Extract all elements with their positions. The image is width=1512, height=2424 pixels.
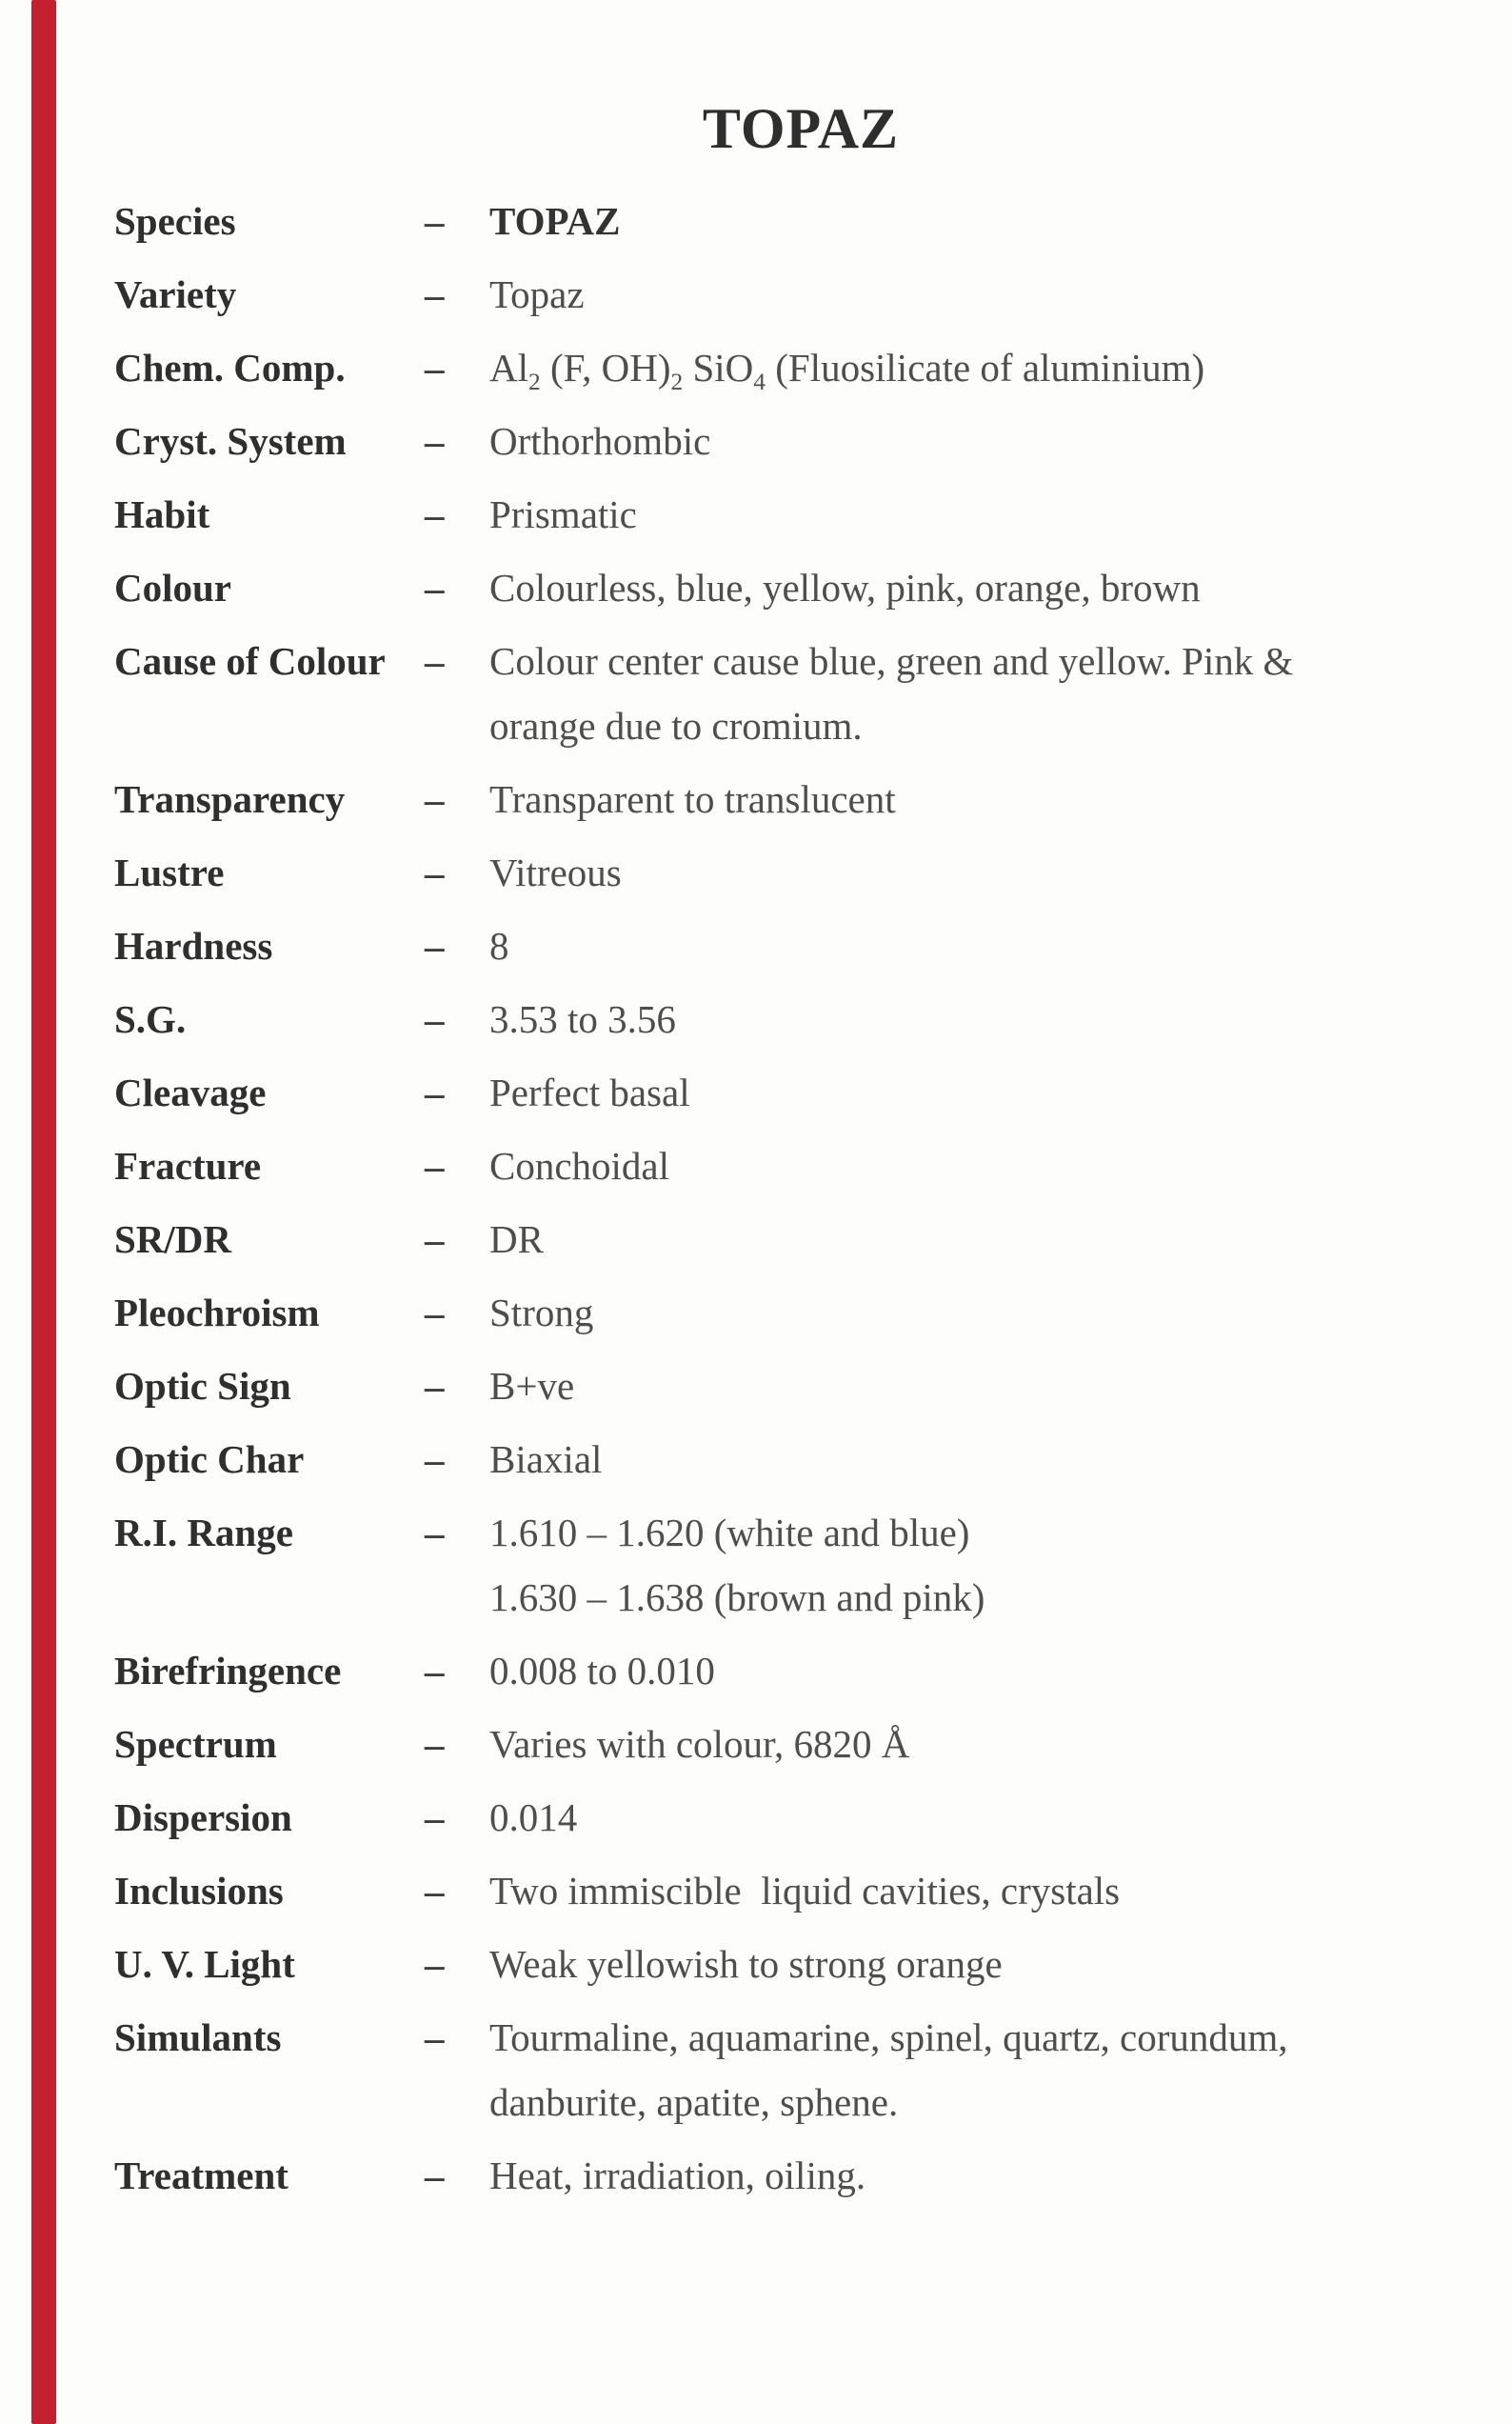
property-value (489, 1435, 1476, 1483)
value-line-1: Colour center cause blue, green and yellow. Pink & (489, 639, 1294, 683)
property-row (114, 491, 1476, 564)
property-row (114, 1435, 1476, 1509)
dash-separator: – (425, 1364, 445, 1408)
value-line-1: B+ve (489, 1364, 575, 1408)
property-row (114, 775, 1476, 849)
property-label: Fracture (114, 1144, 262, 1188)
property-label: Cleavage (114, 1071, 267, 1114)
property-row (114, 1867, 1476, 1940)
property-label: Transparency (114, 777, 346, 821)
value-line-1: Varies with colour, 6820 Å (489, 1722, 910, 1766)
formula-text: Al (489, 346, 528, 390)
value-line-1: Conchoidal (489, 1144, 670, 1188)
value-line-1: 0.014 (489, 1795, 578, 1839)
value-line-1: Vitreous (489, 851, 622, 894)
value-line-1: 0.008 to 0.010 (489, 1649, 715, 1693)
value-line-1: Weak yellowish to strong orange (489, 1942, 1003, 1986)
red-binding-stripe (31, 0, 56, 2424)
property-value (489, 1362, 1476, 1410)
value-line-1: 8 (489, 924, 509, 968)
dash-separator: – (425, 199, 445, 243)
dash-separator: – (425, 2015, 445, 2059)
value-line-1: 3.53 to 3.56 (489, 997, 676, 1041)
property-value (489, 1647, 1476, 1694)
formula-text: (Fluosilicate of aluminium) (765, 346, 1205, 390)
property-row (114, 995, 1476, 1069)
property-row (114, 2013, 1476, 2152)
value-line-1: Heat, irradiation, oiling. (489, 2154, 866, 2197)
dash-separator: – (425, 1869, 445, 1913)
dash-separator: – (425, 419, 445, 463)
property-label: Variety (114, 272, 237, 316)
property-value (489, 1720, 1476, 1768)
property-row (114, 922, 1476, 995)
property-label: Treatment (114, 2154, 288, 2197)
property-row (114, 1720, 1476, 1793)
property-label: Hardness (114, 924, 273, 968)
property-row (114, 1289, 1476, 1362)
value-line-1: Transparent to translucent (489, 777, 896, 821)
property-row (114, 1509, 1476, 1647)
property-value (489, 1142, 1476, 1190)
dash-separator: – (425, 1291, 445, 1334)
property-value (489, 1289, 1476, 1336)
property-value (489, 491, 1476, 538)
property-label: Lustre (114, 851, 225, 894)
dash-separator: – (425, 1722, 445, 1766)
dash-separator: – (425, 997, 445, 1041)
property-label: S.G. (114, 997, 187, 1041)
formula-text: SiO (683, 346, 754, 390)
property-value (489, 344, 1476, 396)
property-row (114, 1793, 1476, 1867)
value-line-2: 1.630 – 1.638 (brown and pink) (489, 1575, 985, 1619)
property-row (114, 849, 1476, 922)
formula-text: (F, OH) (540, 346, 671, 390)
dash-separator: – (425, 924, 445, 968)
property-value (489, 995, 1476, 1043)
value-line-1: Two immiscible liquid cavities, crystals (489, 1869, 1121, 1913)
property-label: Cryst. System (114, 419, 347, 463)
property-label: Spectrum (114, 1722, 277, 1766)
property-value (489, 417, 1476, 465)
property-row (114, 1362, 1476, 1435)
dash-separator: – (425, 492, 445, 536)
dash-separator: – (425, 2154, 445, 2197)
dash-separator: – (425, 566, 445, 610)
property-value (489, 197, 1476, 245)
property-value (489, 270, 1476, 318)
property-row (114, 344, 1476, 417)
dash-separator: – (425, 1437, 445, 1481)
page-title: TOPAZ (702, 97, 900, 160)
property-label: Optic Sign (114, 1364, 291, 1408)
property-value (489, 564, 1476, 611)
property-label: Birefringence (114, 1649, 342, 1693)
property-label: U. V. Light (114, 1942, 295, 1986)
dash-separator: – (425, 777, 445, 821)
property-label: Colour (114, 566, 231, 610)
dash-separator: – (425, 1217, 445, 1261)
value-line-1: Tourmaline, aquamarine, spinel, quartz, corundum, (489, 2015, 1288, 2059)
dash-separator: – (425, 1511, 445, 1554)
property-label: Chem. Comp. (114, 346, 346, 390)
value-line-2: orange due to cromium. (489, 704, 863, 748)
value-line-1: Prismatic (489, 492, 637, 536)
property-row (114, 637, 1476, 775)
formula-subscript: 4 (753, 369, 766, 396)
property-value (489, 849, 1476, 896)
property-label: Habit (114, 492, 210, 536)
property-label: Simulants (114, 2015, 282, 2059)
property-row (114, 270, 1476, 344)
property-row (114, 417, 1476, 491)
property-label: Inclusions (114, 1869, 284, 1913)
dash-separator: – (425, 346, 445, 390)
value-line-1: Topaz (489, 272, 585, 316)
property-value (489, 1215, 1476, 1263)
value-line-1: Perfect basal (489, 1071, 690, 1114)
value-line-1: Strong (489, 1291, 594, 1334)
property-label: SR/DR (114, 1217, 232, 1261)
property-label: Dispersion (114, 1795, 292, 1839)
dash-separator: – (425, 639, 445, 683)
property-label: Optic Char (114, 1437, 305, 1481)
dash-separator: – (425, 1144, 445, 1188)
property-value (489, 2152, 1476, 2199)
property-value (489, 922, 1476, 970)
property-value (489, 1867, 1476, 1914)
value-line-1: Orthorhombic (489, 419, 711, 463)
value-line-2: danburite, apatite, sphene. (489, 2080, 899, 2124)
property-label: R.I. Range (114, 1511, 293, 1554)
property-value (489, 1069, 1476, 1116)
dash-separator: – (425, 272, 445, 316)
property-label: Cause of Colour (114, 639, 386, 683)
property-label: Pleochroism (114, 1291, 320, 1334)
property-value (489, 2013, 1476, 2126)
dash-separator: – (425, 1795, 445, 1839)
dash-separator: – (425, 1942, 445, 1986)
dash-separator: – (425, 1071, 445, 1114)
property-list (114, 197, 1476, 2225)
property-value (489, 1509, 1476, 1621)
value-line-1: DR (489, 1217, 544, 1261)
property-value (489, 637, 1476, 750)
dash-separator: – (425, 851, 445, 894)
dash-separator: – (425, 1649, 445, 1693)
property-row (114, 1069, 1476, 1142)
value-line-1: 1.610 – 1.620 (white and blue) (489, 1511, 970, 1554)
formula-subscript: 2 (670, 369, 684, 396)
property-row (114, 1142, 1476, 1215)
property-label: Species (114, 199, 236, 243)
property-row (114, 564, 1476, 637)
property-row (114, 197, 1476, 270)
property-row (114, 2152, 1476, 2225)
value-line-1: Biaxial (489, 1437, 603, 1481)
value-line-1: TOPAZ (489, 199, 621, 243)
property-row (114, 1647, 1476, 1720)
property-value (489, 775, 1476, 823)
property-value (489, 1940, 1476, 1988)
property-row (114, 1215, 1476, 1289)
formula-subscript: 2 (528, 369, 541, 396)
property-value (489, 1793, 1476, 1841)
value-line-1: Colourless, blue, yellow, pink, orange, brown (489, 566, 1201, 610)
property-row (114, 1940, 1476, 2013)
